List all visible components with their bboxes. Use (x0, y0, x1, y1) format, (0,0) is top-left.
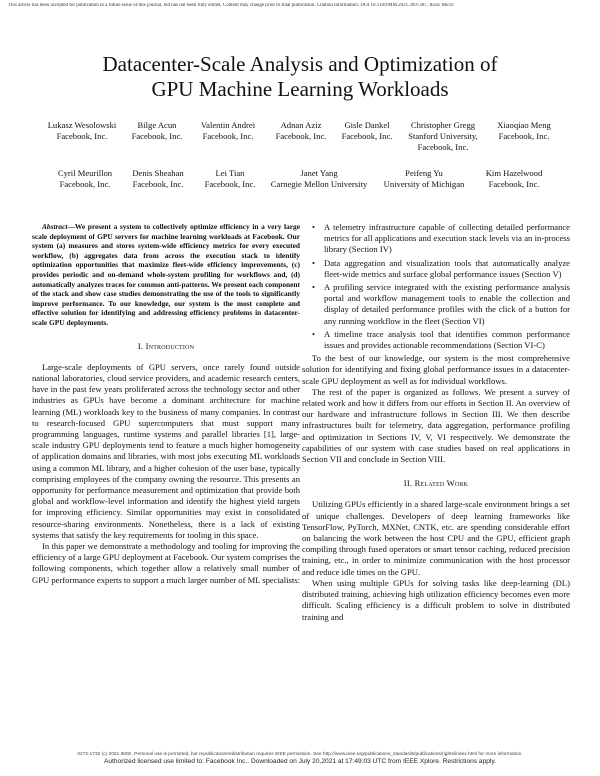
author-affiliation: University of Michigan (383, 179, 465, 189)
bullet-icon: • (312, 222, 316, 232)
author-name: Christopher Gregg (410, 120, 476, 130)
section-number: II. (403, 478, 413, 489)
author (264, 168, 374, 190)
author-name: Lei Tian (215, 168, 245, 178)
author-name: Bilge Acun (137, 120, 177, 130)
author-name: Peifeng Yu (405, 168, 443, 178)
list-item (312, 222, 570, 256)
author (122, 168, 194, 190)
paragraph: Utilizing GPUs efficiently in a shared large-scale environment brings a set of unique challenges. Developers of deep learning frameworks like TensorFlow, PyTorch, MXNet, CNTK, etc. are spending considerable effort on balancing the work between the host CPU and the GPU, efficient graph compiling through fused operators or smart tensor caching, reduced precision training, etc., in order to minimize communication with the host processor and reduce idle times on the GPU. (302, 499, 570, 577)
abstract (32, 222, 300, 328)
author-affiliation: Facebook, Inc. (132, 179, 184, 189)
author-name: Lukasz Wesolowski (47, 120, 117, 130)
author-name: Cyril Meurillon (57, 168, 113, 178)
section-number: I. (137, 340, 144, 351)
author (488, 120, 560, 142)
footer (0, 752, 600, 766)
copyright-notice: 0272-1732 (c) 2021 IEEE. Personal use is permitted, but republication/redistribution requires IEEE permission. See http://www.ieee.org/publications_standards/publications/rights/index.html for more information. (77, 752, 523, 757)
list-item-text: A telemetry infrastructure capable of collecting detailed performance metrics for all applications and execution stack levels via an in-process library (Section IV) (324, 222, 570, 255)
paragraph: To the best of our knowledge, our system is the most comprehensive solution for identifying and fixing global performance issues in a datacenter-scale GPU deployment as well as for individual workflows. (302, 353, 570, 386)
list-item-text: Data aggregation and visualization tools that automatically analyze fleet-wide metrics and surface global performance issues (Section V) (324, 257, 570, 279)
title-line-1: Datacenter-Scale Analysis and Optimization of (102, 52, 498, 76)
title-line-2: GPU Machine Learning Workloads (151, 77, 449, 101)
list-item (312, 328, 570, 351)
author-name: Gisle Dankel (344, 120, 390, 130)
author-affiliation: Facebook, Inc. (59, 179, 111, 189)
author (188, 120, 268, 142)
section-title: Introduction (145, 340, 195, 351)
author-affiliation-extra: Facebook, Inc. (417, 142, 469, 152)
author (48, 168, 122, 190)
list-item-text: A timeline trace analysis tool that identifies common performance issues and provides actionable recommendations (Section VI-C) (324, 328, 570, 351)
author-name: Kim Hazelwood (485, 168, 543, 178)
author-affiliation: Facebook, Inc. (204, 179, 256, 189)
abstract-text: —We present a system to collectively optimize efficiency in a very large scale deployment of GPU servers for machine learning workloads at Facebook. Our system (a) measures and stores system-wide efficiency metrics for every executed workflow, (b) aggregates data from across the execution stack to identify optimization opportunities that maximize fleet-wide efficiency improvements, (c) provides periodic and on-demand whole-system profiling for workflows and, (d) automatically analyzes traces for common anti-patterns. We present each component of the stack and show case studies demonstrating the use of the tools to significantly improve performance. To our knowledge, our system is the most complete and effective solution for identifying and addressing efficiency problems in datacenter-scale GPU deployments. (32, 222, 300, 327)
author-affiliation: Facebook, Inc. (498, 131, 550, 141)
author-affiliation: Facebook, Inc. (275, 131, 327, 141)
author-affiliation: Carnegie Mellon University (270, 179, 368, 189)
author (476, 168, 552, 190)
list-item-text: A profiling service integrated with the existing performance analysis portal and workflow management tools to enable the collection and display of detailed performance profiles with the click of a button for any running workflow in the fleet (Section VI) (324, 282, 570, 326)
paragraph: When using multiple GPUs for solving tasks like deep-learning (DL) distributed training, achieving high utilization efficiency becomes even more difficult. Scaling efficiency is a difficult problem to solve in distributed training and (302, 577, 570, 622)
author-name: Denis Sheahan (132, 168, 184, 178)
author-affiliation: Facebook, Inc. (131, 131, 183, 141)
section-title: Related Work (414, 478, 469, 489)
paper-title (0, 52, 600, 102)
list-item (312, 257, 570, 280)
left-column (32, 222, 300, 586)
author-name: Valentin Andrei (200, 120, 256, 130)
section-heading-related-work (302, 478, 570, 489)
author-name: Janet Yang (300, 168, 338, 178)
author-affiliation: Facebook, Inc. (56, 131, 108, 141)
author (334, 120, 400, 142)
component-list (302, 222, 570, 351)
author (268, 120, 334, 142)
author-affiliation: Facebook, Inc. (341, 131, 393, 141)
list-item (312, 282, 570, 327)
author (196, 168, 264, 190)
author (374, 168, 474, 190)
author-affiliation: Facebook, Inc. (202, 131, 254, 141)
header-note: This article has been accepted for publication in a future issue of this journal, but has not been fully edited. Content may change prior to final publication. Citation information: DOI 10.1109/MM.2021.3097287, IEEE Micro (8, 3, 454, 8)
bullet-icon: • (312, 257, 316, 268)
author-affiliation: Stanford University, (408, 131, 478, 141)
author (38, 120, 126, 142)
author-name: Xiaoqiao Meng (497, 120, 551, 130)
paragraph: The rest of the paper is organized as follows. We present a survey of related work and how it differs from our efforts in Section II. An overview of our hardware and infrastructure follows in Section III. We then describe infrastructures built for telemetry, data aggregation, performance profiling and optimization in Sections IV, V, VI respectively. We demonstrate the capabilities of our system with case studies based on real applications in Section VII and conclude in Section VIII. (302, 386, 570, 465)
abstract-label: Abstract (42, 222, 68, 231)
author-affiliation: Facebook, Inc. (488, 179, 540, 189)
paragraph: In this paper we demonstrate a methodology and tooling for improving the efficiency of a large GPU deployment at Facebook. Our system comprises the following components, which together allow a relatively small number of GPU performance experts to support a much larger number of ML specialists: (32, 540, 301, 585)
author (398, 120, 488, 153)
paragraph: Large-scale deployments of GPU servers, once rarely found outside national laboratories, cloud service providers, and academic research centers, have in the past few years proliferated across the technology sector and other industries as GPUs have become a dominant architecture for machine learning (ML) workloads key to the business of many companies. In contrast to research-focused GPU supercomputers that must support many programming languages, runtime systems and parallel libraries [1], large-scale industry GPU deployments tend to feature a much higher homogeneity of application domains and libraries, with most jobs executing ML workloads using a common ML library, and a higher cohesion of the user base, typically comprising employees of the company owning the resource. This presents an opportunity for performance measurement and optimization that provide both global and workflow-level information and identify the highest yield targets for improving efficiency. Similar opportunities may exist in consolidated resource-sharing environments. Nonetheless, there is a lack of existing systems that satisfy the key requirements for tooling in this space. (32, 361, 300, 540)
bullet-icon: • (312, 282, 316, 293)
author-name: Adnan Aziz (280, 120, 322, 130)
license-notice: Authorized licensed use limited to: Facebook Inc.. Downloaded on July 20,2021 at 17:49:03 UTC from IEEE Xplore. Restrictions apply. (103, 758, 497, 765)
author (126, 120, 188, 142)
right-column (302, 222, 570, 623)
section-heading-introduction (32, 341, 300, 352)
bullet-icon: • (312, 328, 316, 339)
